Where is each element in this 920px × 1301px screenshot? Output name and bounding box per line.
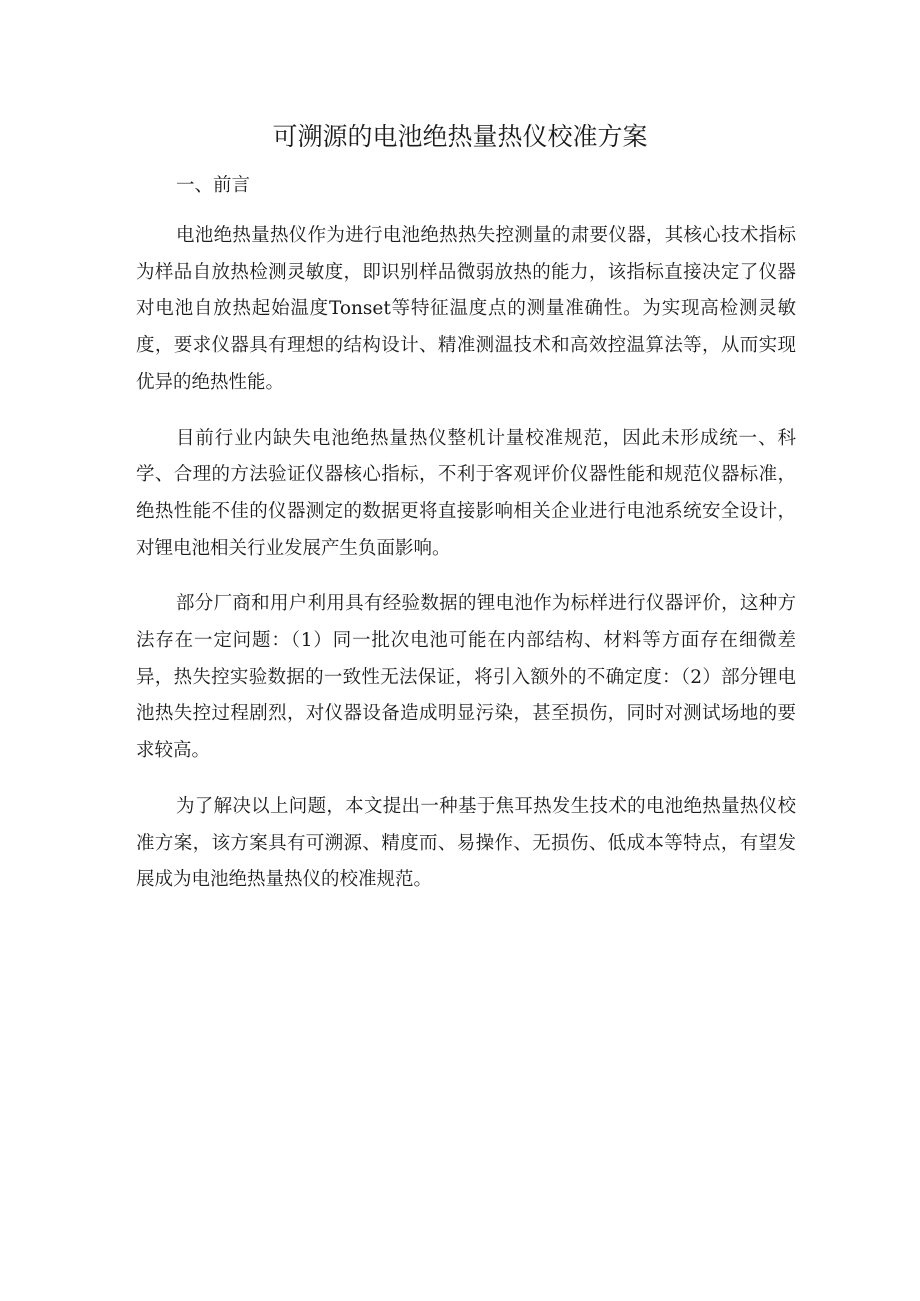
paragraph-4: 为了解决以上问题，本文提出一种基于焦耳热发生技术的电池绝热量热仪校准方案，该方案具有可溯源、精度而、易操作、无损伤、低成本等特点，有望发展成为电池绝热量热仪的校准规范。 xyxy=(136,795,796,891)
section-heading: 一、前言 xyxy=(176,175,251,196)
paragraph-1: 电池绝热量热仪作为进行电池绝热热失控测量的肃要仪器，其核心技术指标为样品自放热检测灵敏度，即识别样品微弱放热的能力，该指标直接决定了仪器对电池自放热起始温度Tonset等特征温度点的测量准确性。为实现高检测灵敏度，要求仪器具有理想的结构设计、精准测温技术和高效控温算法等，从而实现优异的绝热性能。 xyxy=(136,225,796,393)
document-title: 可溯源的电池绝热量热仪校准方案 xyxy=(272,122,648,151)
paragraph-3: 部分厂商和用户利用具有经验数据的锂电池作为标样进行仪器评价，这种方法存在一定问题：（1）同一批次电池可能在内部结构、材料等方面存在细微差异，热失控实验数据的一致性无法保证，将引入额外的不确定度：（2）部分锂电池热失控过程剧烈，对仪器设备造成明显污染，甚至损伤，同时对测试场地的要求较高。 xyxy=(136,593,796,762)
document-body xyxy=(136,218,796,918)
paragraph-2: 目前行业内缺失电池绝热量热仪整机计量校准规范，因此未形成统一、科学、合理的方法验证仪器核心指标，不利于客观评价仪器性能和规范仪器标准，绝热性能不佳的仪器测定的数据更将直接影响相关企业进行电池系统安全设计，对锂电池相关行业发展产生负面影响。 xyxy=(136,427,796,559)
